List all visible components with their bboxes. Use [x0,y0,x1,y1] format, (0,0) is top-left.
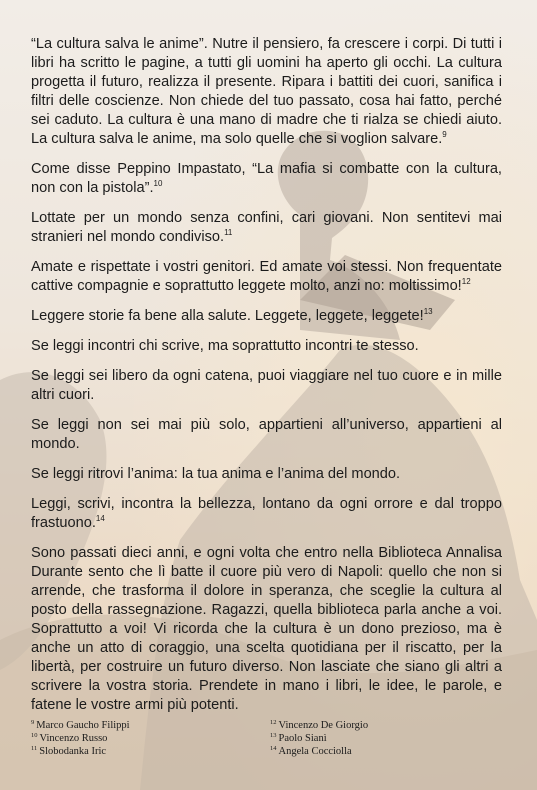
paragraph: Leggere storie fa bene alla salute. Leggete, leggete, leggete!$^{13}$ [31,307,433,324]
footnote-ref: 9 [442,130,447,140]
paragraph: Sono passati dieci anni, e ogni volta che entro nella Biblioteca Annalisa Durante sento che lì batte il cuore più vero di Napoli: quello che non si arrende, che trasforma il dolore in speranza, che sceglie la cultura al posto della rassegnazione. Ragazzi, quella biblioteca parla anche a voi. Soprattutto a voi! Vi ricorda che la cultura è un dono prezioso, ma è anche un atto di coraggio, una scelta quotidiana per il riscatto, per la libertà, per costruire un futuro diverso. Non lasciate che siano gli altri a scrivere la vostra storia. Prendete in mano i libri, le idee, le parole, e fatene le vostre armi più potenti. [31,545,502,713]
footnote-ref: 13 [423,307,433,317]
paragraph: Leggi, scrivi, incontra la bellezza, lontano da ogni orrore e dal troppo frastuono.$^{14}$ [31,496,502,531]
paragraph: Amate e rispettate i vostri genitori. Ed amate voi stessi. Non frequentate cattive compagnie e soprattutto leggete molto, anzi no: moltissimo!$^{12}$ [31,259,502,294]
paragraph: Se leggi incontri chi scrive, ma soprattutto incontri te stesso. [31,338,419,354]
footnote: $^{14}$ Angela Cocciolla [270,744,352,757]
paragraph: Se leggi non sei mai più solo, appartieni all’universo, appartieni al mondo. [31,417,502,452]
paragraph: “La cultura salva le anime”. Nutre il pensiero, fa crescere i corpi. Di tutti i libri ha scritto le pagine, a tutti gli uomini ha aperto gli occhi. La cultura progetta il futuro, realizza il presente. Ripara i battiti dei cuori, sanifica i filtri delle coscienze. Non chiede del tuo passato, cosa hai fatto, perché sei caduto. La cultura è una mano di madre che ti rialza se chiedi aiuto. La cultura salva le anime, ma solo quelle che si voglion salvare.$^9$ [31,36,502,147]
paragraph: Come disse Peppino Impastato, “La mafia si combatte con la cultura, non con la pistola”.$^{10}$ [31,161,502,196]
paragraph: Se leggi ritrovi l’anima: la tua anima e l’anima del mondo. [31,466,401,482]
footnote-ref: 12 [461,277,471,287]
footnotes [31,719,502,758]
footnote-ref: 14 [95,514,105,524]
main-text [31,35,502,726]
footnote-ref: 11 [224,228,233,238]
footnote: $^{11}$ Slobodanka Iric [31,744,107,757]
footnote-ref: 10 [153,179,163,189]
footnotes-right-column [270,719,502,758]
footnote: $^{12}$ Vincenzo De Giorgio [270,718,369,731]
paragraph: Se leggi sei libero da ogni catena, puoi viaggiare nel tuo cuore e in mille altri cuori. [31,368,502,403]
footnotes-left-column [31,719,266,758]
footnote: $^{13}$ Paolo Sianì [270,731,327,744]
footnote: $^{10}$ Vincenzo Russo [31,731,108,744]
paragraph: Lottate per un mondo senza confini, cari giovani. Non sentitevi mai stranieri nel mondo condiviso.$^{11}$ [31,210,502,245]
footnote: $^9$ Marco Gaucho Filippi [31,718,130,731]
